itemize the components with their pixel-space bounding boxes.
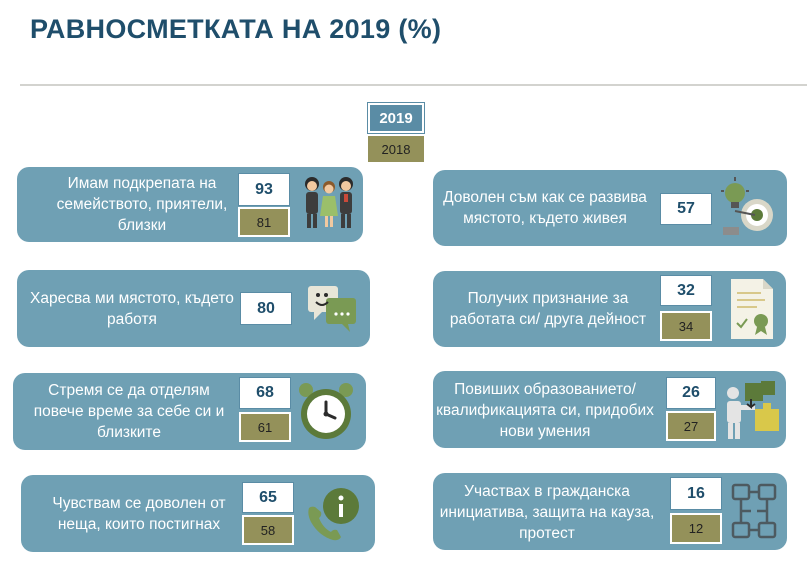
value-2019: 57	[660, 193, 712, 225]
item-card-locality	[433, 170, 787, 246]
family-icon	[298, 170, 360, 232]
chat-smile-icon	[304, 280, 360, 336]
puzzle-person-icon	[723, 379, 781, 441]
alarm-clock-icon	[296, 380, 356, 442]
item-card-time	[13, 373, 366, 450]
item-label: Чувствам се доволен от неща, които постигнах	[52, 494, 226, 533]
item-card-workplace	[17, 270, 370, 347]
ideas-target-icon	[719, 177, 779, 239]
page-title: РАВНОСМЕТКАТА НА 2019 (%)	[30, 14, 442, 44]
value-2018: 58	[242, 515, 294, 545]
value-2019: 16	[670, 477, 722, 510]
value-2018: 34	[660, 311, 712, 341]
item-label: Харесва ми мястото, където работя	[30, 289, 234, 328]
network-icon	[729, 481, 781, 543]
value-2019: 65	[242, 482, 294, 513]
value-2019: 80	[240, 292, 292, 325]
item-label: Стремя се да отделям повече време за себе си и близките	[33, 381, 225, 441]
item-label: Участвах в гражданска инициатива, защита на кауза, протест	[439, 482, 655, 542]
value-2018: 12	[670, 513, 722, 544]
value-2019: 68	[239, 377, 291, 409]
item-card-recognition	[433, 271, 786, 347]
phone-info-icon	[303, 482, 363, 544]
item-label: Получих признание за работата си/ друга дейност	[449, 290, 647, 328]
item-label: Повиших образованието/ квалификацията си, придобих нови умения	[436, 380, 654, 440]
item-card-support	[17, 167, 363, 242]
value-2019: 26	[666, 377, 716, 409]
item-card-achievements	[21, 475, 375, 552]
item-card-civic	[433, 473, 787, 550]
certificate-icon	[727, 277, 777, 341]
item-card-education	[433, 371, 786, 448]
value-2019: 32	[660, 275, 712, 306]
item-label: Доволен съм как се развива мястото, където живея	[443, 189, 647, 227]
value-2018: 27	[666, 411, 716, 441]
value-2018: 81	[238, 207, 290, 237]
value-2018: 61	[239, 412, 291, 442]
title-divider	[20, 84, 807, 86]
legend-2018: 2018	[368, 136, 424, 162]
legend-2019: 2019	[368, 103, 424, 133]
item-label: Имам подкрепата на семейството, приятели, близки	[56, 175, 228, 234]
value-2019: 93	[238, 173, 290, 206]
